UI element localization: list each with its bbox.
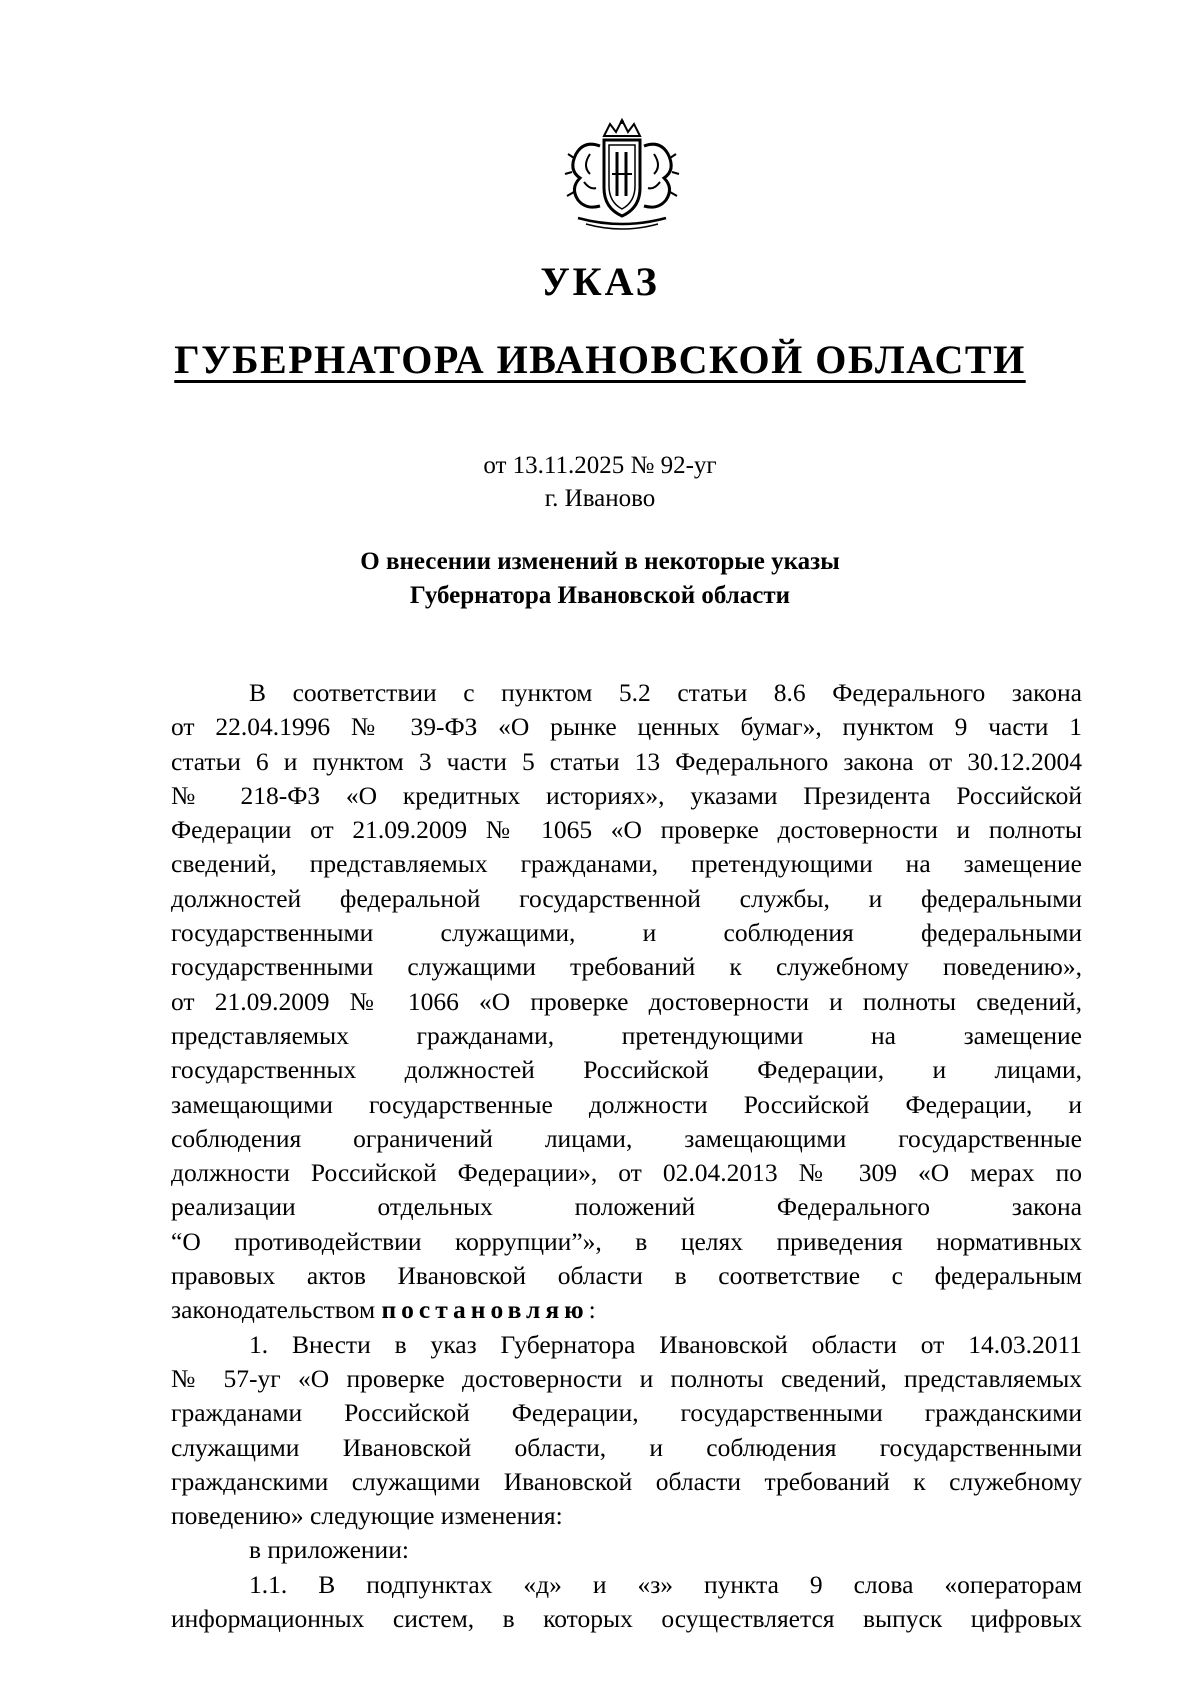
body-line: 1.1. В подпунктах «д» и «з» пункта 9 слова «операторам [249,1569,1082,1599]
body-line: “О противодействии коррупции”», в целях приведения нормативных [171,1226,1082,1256]
document-title-line-1: О внесении изменений в некоторые указы [360,548,840,575]
body-line: государственных должностей Российской Федерации, и лицами, [171,1055,1082,1085]
decree-date-number: от 13.11.2025 № 92-уг [483,452,717,479]
document-title-line-2: Губернатора Ивановской области [409,582,791,609]
body-line: должности Российской Федерации», от 02.04.2013 № 309 «О мерах по [171,1158,1082,1188]
body-line: реализации отдельных положений Федерального закона [171,1192,1082,1222]
body-line: должностей федеральной государственной службы, и федеральными [171,883,1082,913]
body-line: от 21.09.2009 № 1066 «О проверке достоверности и полноты сведений, [171,986,1082,1016]
issuer-heading [0,337,1200,382]
decree-operative-line [171,1293,1082,1327]
decree-suffix: : [588,1295,596,1325]
body-line: государственными служащими, и соблюдения федеральными [171,918,1082,948]
body-line: соблюдения ограничений лицами, замещающими государственные [171,1123,1082,1153]
body-line: в приложении: [249,1535,409,1565]
body-line: гражданскими служащими Ивановской области требований к служебному [171,1466,1082,1496]
document-body [171,676,1082,1636]
decree-prefix: законодательством [171,1295,376,1325]
body-line: представляемых гражданами, претендующими на замещение [171,1020,1082,1050]
body-line: служащими Ивановской области, и соблюдения государственными [171,1432,1082,1462]
body-line: № 218-ФЗ «О кредитных историях», указами Президента Российской [171,780,1082,810]
decree-title: УКАЗ [540,259,660,304]
body-line: В соответствии с пунктом 5.2 статьи 8.6 Федерального закона [249,678,1082,707]
decree-city: г. Иваново [544,485,656,512]
body-line: от 22.04.1996 № 39-ФЗ «О рынке ценных бумаг», пунктом 9 части 1 [171,712,1082,742]
decree-word: постановляю [381,1295,589,1325]
body-line: государственными служащими требований к служебному поведению», [171,952,1082,982]
body-line: статьи 6 и пунктом 3 части 5 статьи 13 Федерального закона от 30.12.2004 [171,746,1082,776]
body-line: № 57-уг «О проверке достоверности и полноты сведений, представляемых [171,1363,1082,1393]
body-line: правовых актов Ивановской области в соответствие с федеральным [171,1261,1082,1291]
body-line: информационных систем, в которых осуществляется выпуск цифровых [171,1604,1082,1634]
issuer-heading-text: ГУБЕРНАТОРА ИВАНОВСКОЙ ОБЛАСТИ [174,337,1026,382]
body-line: поведению» следующие изменения: [171,1501,563,1531]
body-line: Федерации от 21.09.2009 № 1065 «О проверке достоверности и полноты [171,815,1082,845]
body-line: 1. Внести в указ Губернатора Ивановской области от 14.03.2011 [249,1329,1082,1359]
coat-of-arms-emblem-icon [560,118,684,236]
body-line: гражданами Российской Федерации, государственными гражданскими [171,1398,1082,1428]
body-line: замещающими государственные должности Российской Федерации, и [171,1089,1082,1119]
body-line: сведений, представляемых гражданами, претендующими на замещение [171,849,1082,879]
